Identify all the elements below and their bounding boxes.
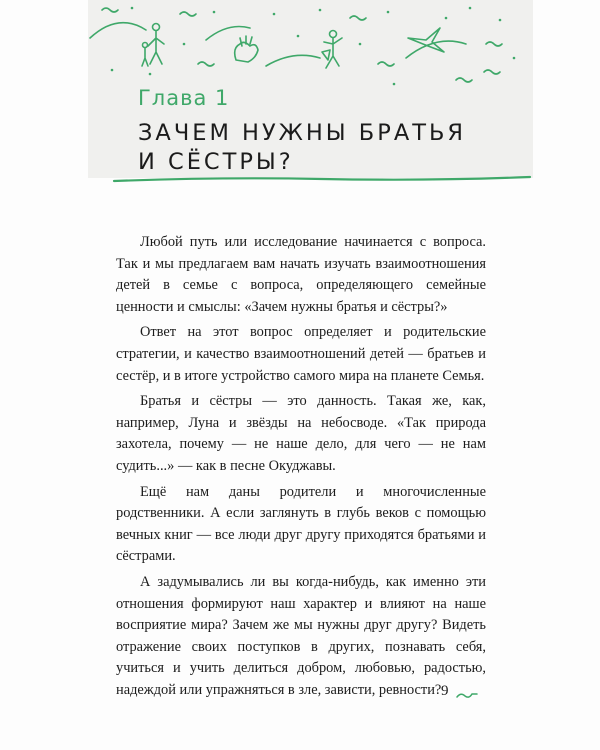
- arc-icon: [90, 23, 146, 38]
- page-number: 9: [441, 683, 449, 699]
- chapter-title: [138, 119, 518, 177]
- star-dots: [111, 7, 516, 86]
- paragraph: Братья и сёстры — это данность. Такая же, как, например, Луна и звёзды на небосводе. «Так природа захотела, почему — не наше дело, для чего — не нам судить...» — как в песне Окуджавы.: [116, 393, 486, 474]
- arc-icon: [266, 55, 320, 66]
- wave-icon: [102, 8, 502, 82]
- body-text: [116, 232, 486, 705]
- chapter-title-line1: ЗАЧЕМ НУЖНЫ БРАТЬЯ: [138, 120, 467, 146]
- title-rule: [112, 170, 532, 186]
- child-icon: [322, 31, 342, 69]
- paragraph: Ещё нам даны родители и многочисленные родственники. А если заглянуть в глубь веков с помощью вечных книг — все люди друг другу приходятся братьями и сёстрами.: [116, 483, 486, 565]
- page-swirl-icon: [456, 690, 478, 700]
- chapter-title-line2: И СЁСТРЫ?: [138, 149, 294, 175]
- header-doodles: [88, 0, 533, 100]
- paragraph: Ответ на этот вопрос определяет и родительские стратегии, и качество взаимоотношений детей — братьев и сестёр, и в итоге устройство самого мира на планете Семья.: [116, 324, 486, 384]
- paragraph: Любой путь или исследование начинается с вопроса. Так и мы предлагаем вам начать изучать взаимоотношения детей в семье с вопроса, определяющего семейные ценности и смыслы: «Зачем нужны братья и сёстры?»: [116, 234, 486, 315]
- arc-icon: [206, 27, 250, 41]
- hands-icon: [235, 36, 258, 62]
- chapter-label: Глава 1: [138, 86, 230, 110]
- bird-icon: [408, 28, 444, 52]
- paragraph: А задумывались ли вы когда-нибудь, как именно эти отношения формируют наш характер и влияют на наше восприятие мира? Зачем же мы нужны друг другу? Видеть отражение своих поступков в других, познавать себя, учиться и учить делиться добром, любовью, радостью, надеждой или упражняться в зле, зависти, ревности?: [116, 573, 486, 698]
